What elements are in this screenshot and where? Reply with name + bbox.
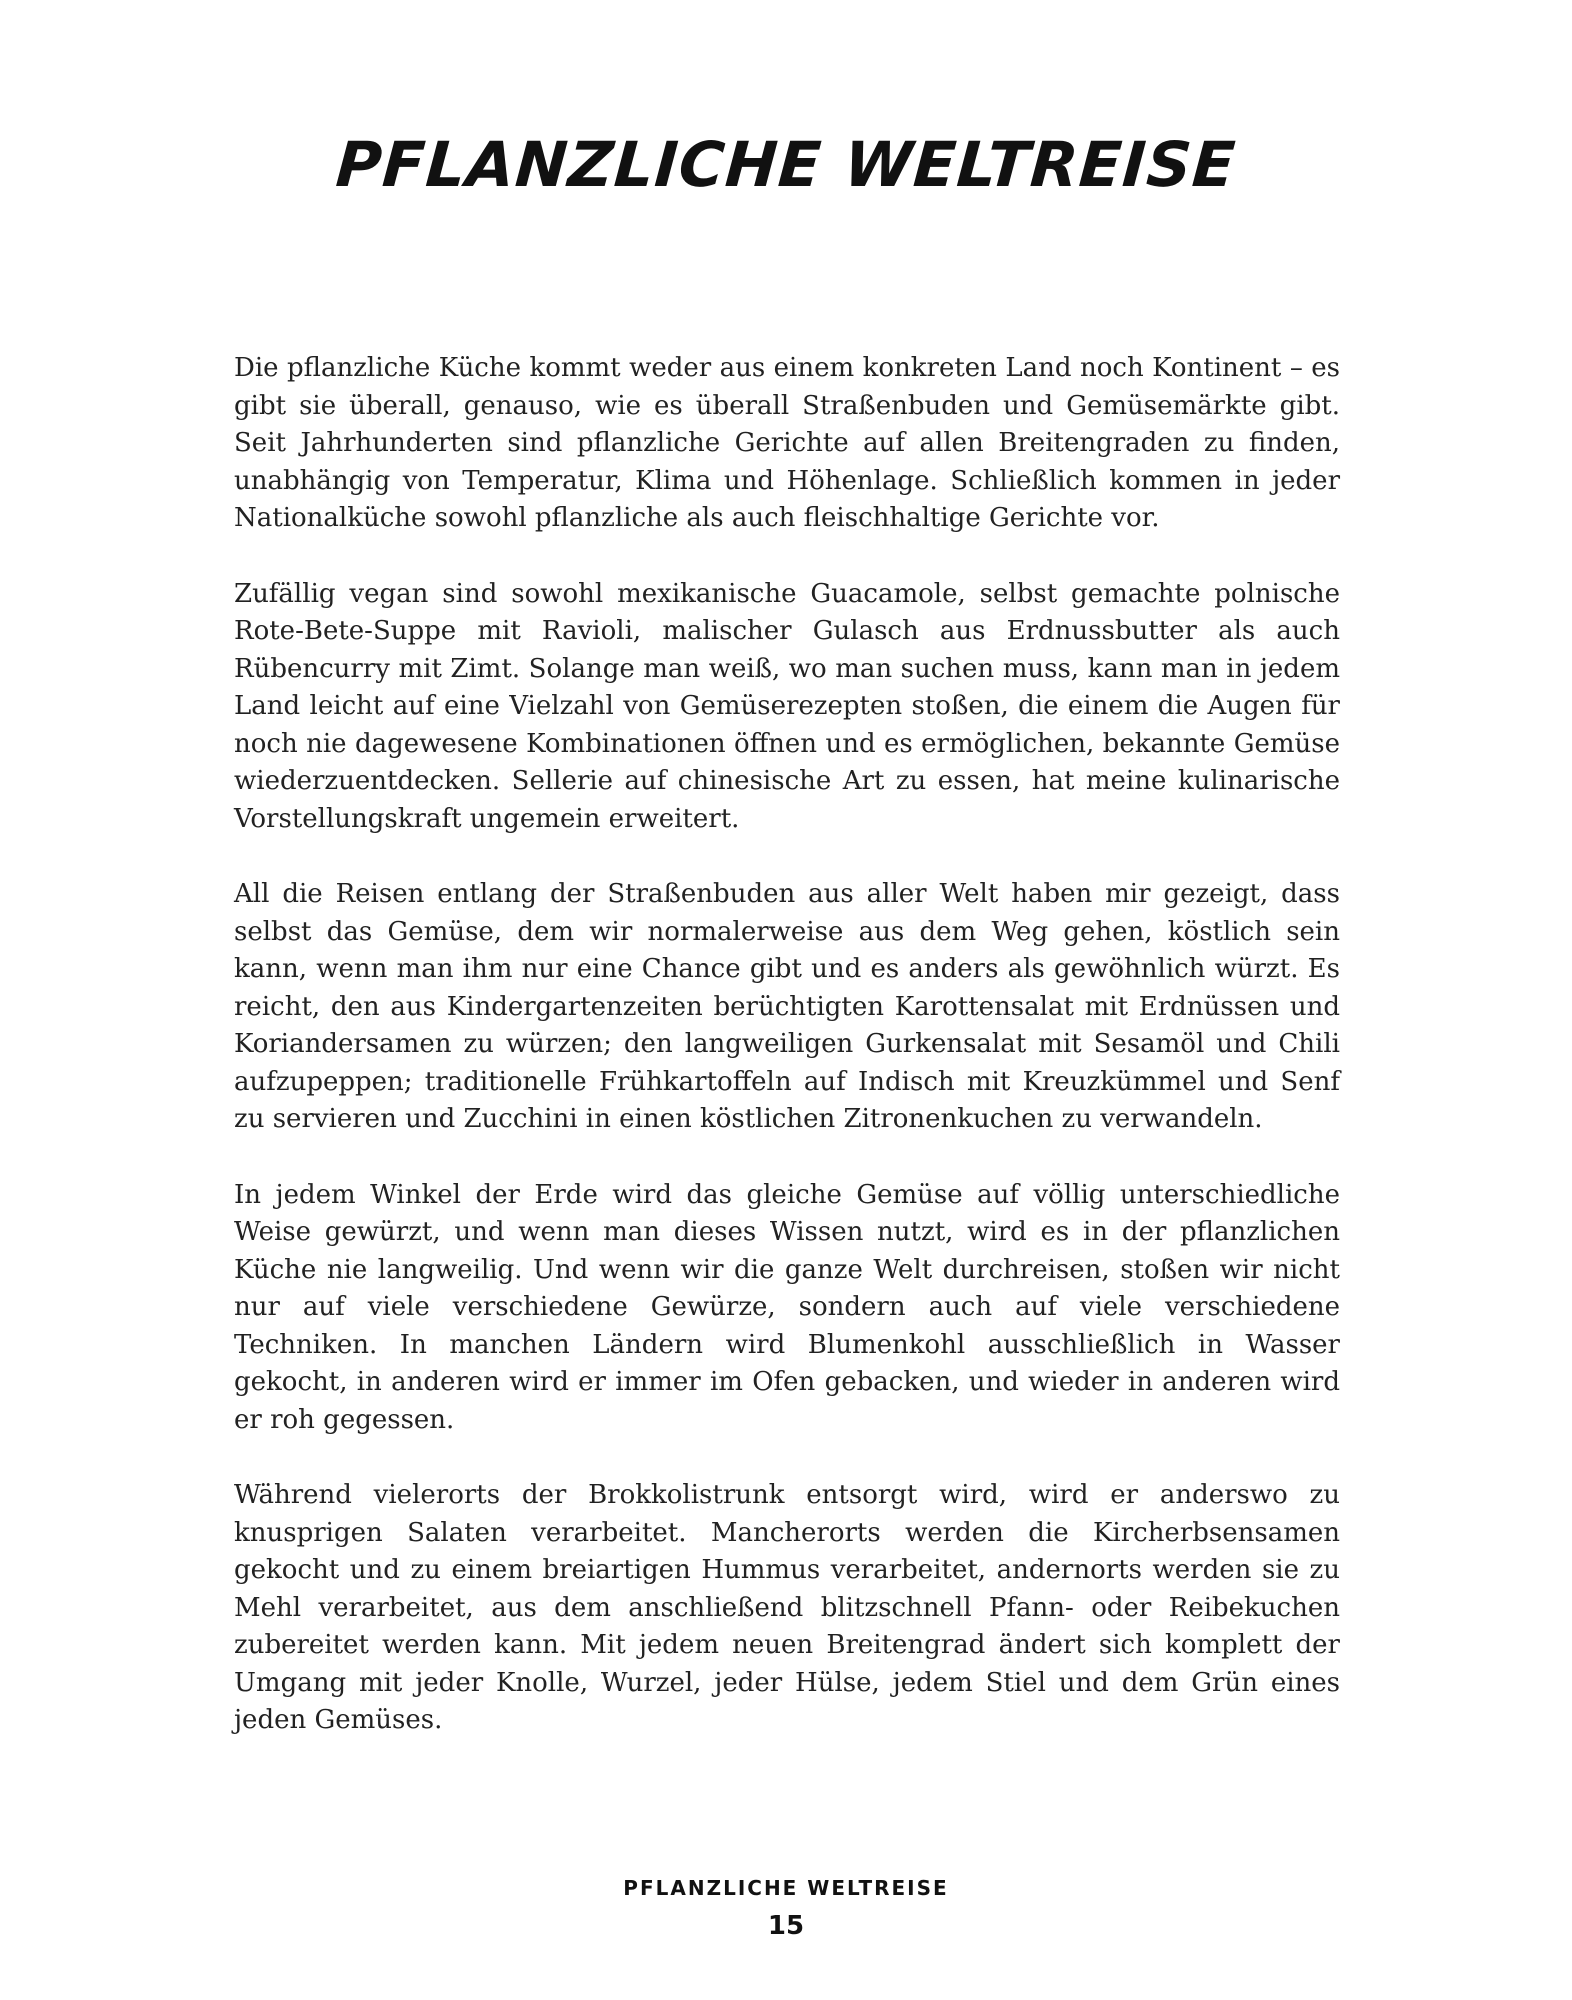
- running-footer-title: PFLANZLICHE WELTREISE: [623, 1876, 949, 1900]
- paragraph-2: Zufällig vegan sind sowohl mexikanische Guacamole, selbst gemachte polnische Rote-Bete-Suppe mit Ravioli, malischer Gulasch aus Erdnussbutter als auch Rübencurry mit Zimt. Solange man weiß, wo man suchen muss, kann man in jedem Land leicht auf eine Vielzahl von Gemüserezepten stoßen, die einem die Augen für noch nie dagewesene Kombinationen öffnen und es ermöglichen, bekannte Gemüse wiederzuentdecken. Sellerie auf chinesische Art zu essen, hat meine kulinarische Vorstellungskraft ungemein erweitert.: [234, 578, 1340, 834]
- paragraph-4: In jedem Winkel der Erde wird das gleiche Gemüse auf völlig unterschiedliche Weise gewürzt, und wenn man dieses Wissen nutzt, wird es in der pflanzlichen Küche nie langweilig. Und wenn wir die ganze Welt durchreisen, stoßen wir nicht nur auf viele verschiedene Gewürze, sondern auch auf viele verschiedene Techniken. In manchen Ländern wird Blumenkohl ausschließlich in Wasser gekocht, in anderen wird er immer im Ofen gebacken, und wieder in anderen wird er roh gegessen.: [234, 1179, 1340, 1435]
- page-number: 15: [767, 1911, 805, 1941]
- paragraph-1: Die pflanzliche Küche kommt weder aus einem konkreten Land noch Kontinent – es gibt sie überall, genauso, wie es überall Straßenbuden und Gemüsemärkte gibt. Seit Jahrhunderten sind pflanzliche Gerichte auf allen Breitengraden zu finden, unabhängig von Temperatur, Klima und Höhenlage. Schließlich kommen in jeder Nationalküche sowohl pflanzliche als auch fleischhaltige Gerichte vor.: [234, 353, 1340, 533]
- body-text: [234, 350, 1340, 1778]
- paragraph-3: All die Reisen entlang der Straßenbuden aus aller Welt haben mir gezeigt, dass selbst das Gemüse, dem wir normalerweise aus dem Weg gehen, köstlich sein kann, wenn man ihm nur eine Chance gibt und es anders als gewöhnlich würzt. Es reicht, den aus Kindergartenzeiten berüchtigten Karottensalat mit Erdnüssen und Koriandersamen zu würzen; den langweiligen Gurkensalat mit Sesamöl und Chili aufzupeppen; traditionelle Frühkartoffeln auf Indisch mit Kreuzkümmel und Senf zu servieren und Zucchini in einen köstlichen Zitronenkuchen zu verwandeln.: [234, 879, 1340, 1134]
- paragraph-5: Während vielerorts der Brokkolistrunk entsorgt wird, wird er anderswo zu knusprigen Salaten verarbeitet. Mancherorts werden die Kircherbsensamen gekocht und zu einem breiartigen Hummus verarbeitet, andernorts werden sie zu Mehl verarbeitet, aus dem anschließend blitzschnell Pfann- oder Reibekuchen zubereitet werden kann. Mit jedem neuen Breitengrad ändert sich komplett der Umgang mit jeder Knolle, Wurzel, jeder Hülse, jedem Stiel und dem Grün eines jeden Gemüses.: [234, 1480, 1340, 1735]
- page-heading: PFLANZLICHE WELTREISE: [333, 128, 1239, 201]
